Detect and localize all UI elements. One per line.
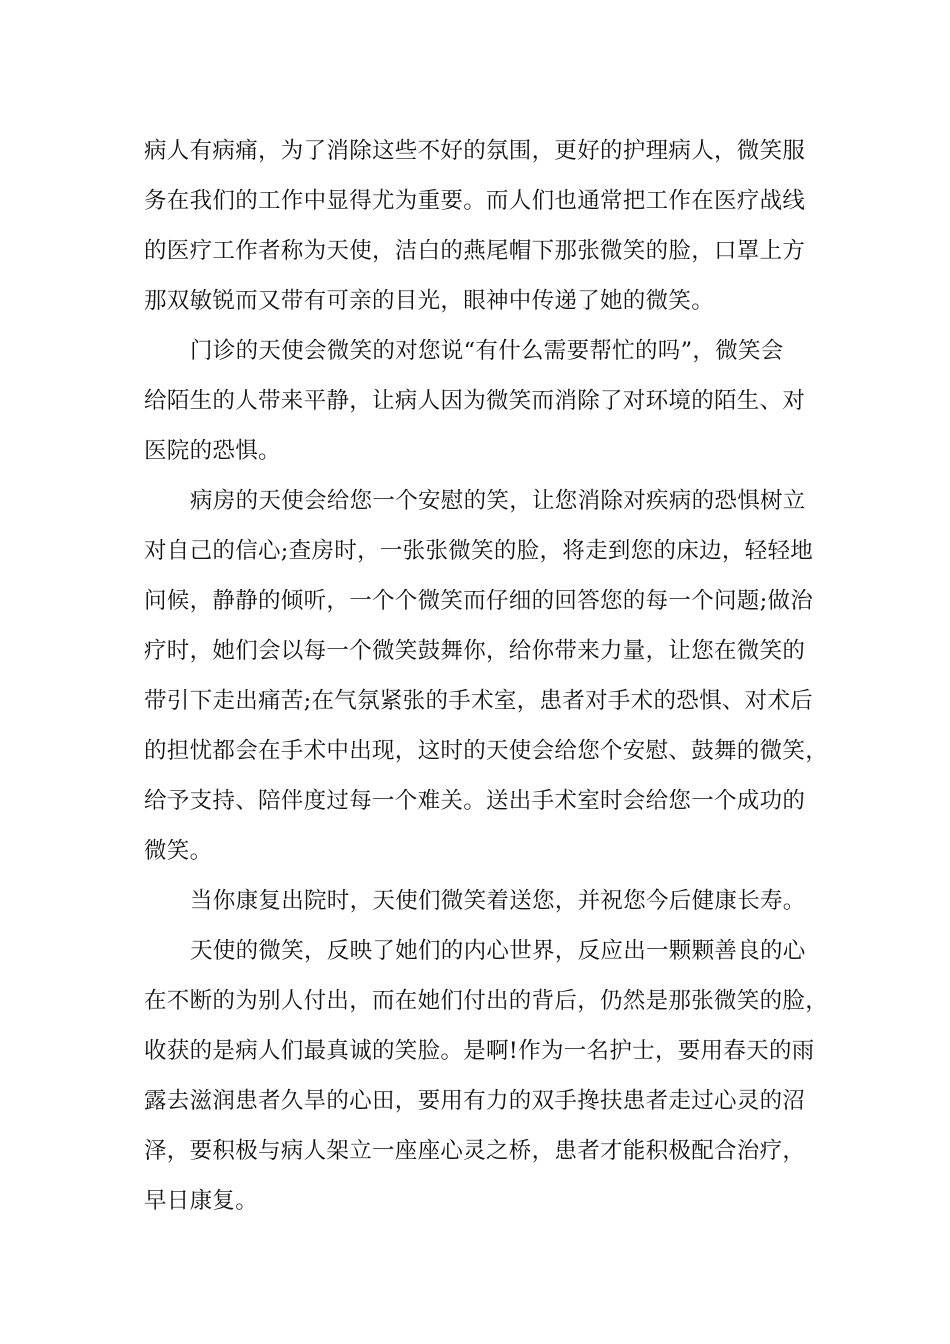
text-line: 在不断的为别人付出，而在她们付出的背后，仍然是那张微笑的脸， — [144, 988, 829, 1014]
text-line: 的医疗工作者称为天使，洁白的燕尾帽下那张微笑的脸，口罩上方 — [144, 238, 806, 264]
text-line: 露去滋润患者久旱的心田，要用有力的双手搀扶患者走过心灵的沼 — [144, 1088, 806, 1114]
text-line: 病人有病痛，为了消除这些不好的氛围，更好的护理病人，微笑服 — [144, 138, 806, 164]
text-line: 务在我们的工作中显得尤为重要。而人们也通常把工作在医疗战线 — [144, 188, 806, 214]
text-line: 收获的是病人们最真诚的笑脸。是啊!作为一名护士，要用春天的雨 — [144, 1038, 815, 1064]
text-line: 天使的微笑，反映了她们的内心世界，反应出一颗颗善良的心 — [190, 938, 806, 964]
text-line: 带引下走出痛苦;在气氛紧张的手术室，患者对手术的恐惧、对术后 — [144, 688, 814, 714]
text-line: 病房的天使会给您一个安慰的笑，让您消除对疾病的恐惧树立 — [190, 488, 806, 514]
text-line: 泽，要积极与病人架立一座座心灵之桥，患者才能积极配合治疗， — [144, 1138, 806, 1164]
text-line: 早日康复。 — [144, 1188, 259, 1214]
text-line: 疗时，她们会以每一个微笑鼓舞你，给你带来力量，让您在微笑的 — [144, 638, 806, 664]
text-line: 问候，静静的倾听，一个个微笑而仔细的回答您的每一个问题;做治 — [144, 588, 814, 614]
text-line: 医院的恐惧。 — [144, 438, 281, 464]
text-line: 当你康复出院时，天使们微笑着送您，并祝您今后健康长寿。 — [190, 888, 806, 914]
text-line: 给予支持、陪伴度过每一个难关。送出手术室时会给您一个成功的 — [144, 788, 806, 814]
text-line: 给陌生的人带来平静，让病人因为微笑而消除了对环境的陌生、对 — [144, 388, 806, 414]
text-line: 对自己的信心;查房时，一张张微笑的脸，将走到您的床边，轻轻地 — [144, 538, 814, 564]
text-line: 的担忧都会在手术中出现，这时的天使会给您个安慰、鼓舞的微笑， — [144, 738, 829, 764]
text-line: 门诊的天使会微笑的对您说“有什么需要帮忙的吗”，微笑会 — [190, 338, 784, 364]
text-line: 微笑。 — [144, 838, 213, 864]
text-line: 那双敏锐而又带有可亲的目光，眼神中传递了她的微笑。 — [144, 288, 715, 314]
